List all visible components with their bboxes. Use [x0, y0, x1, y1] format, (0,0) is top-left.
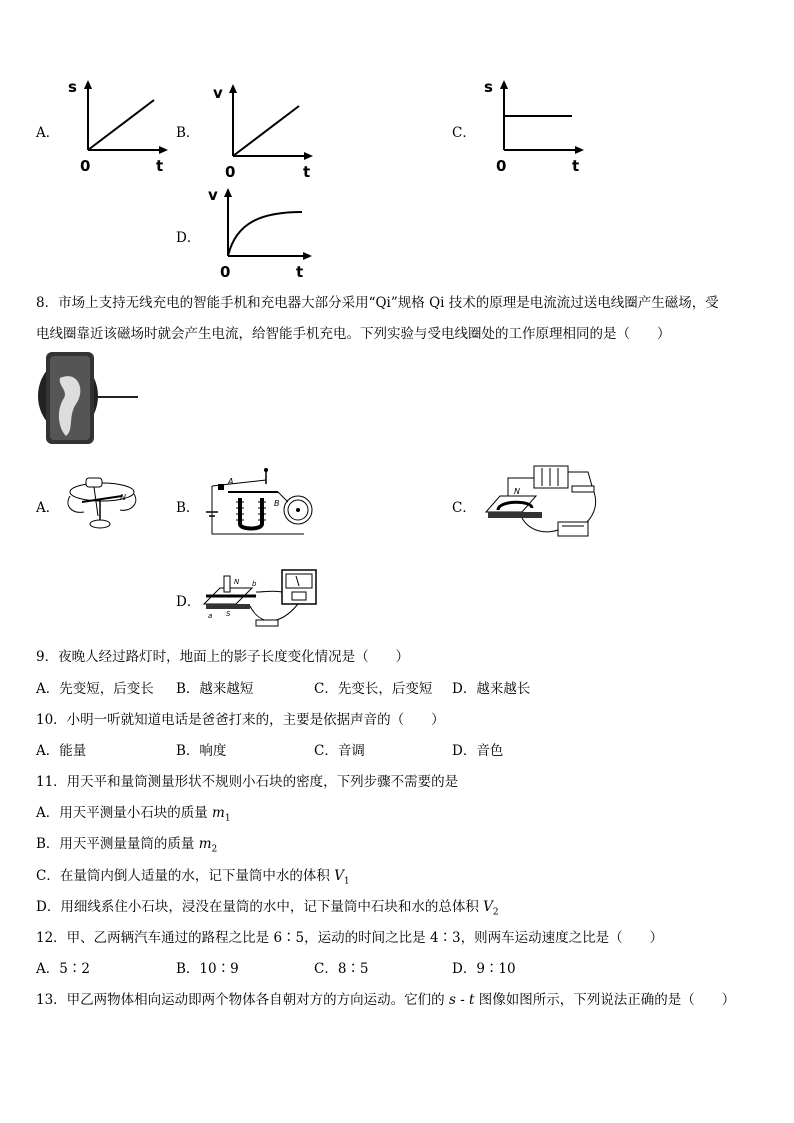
graph-d-y-label: v — [208, 186, 218, 204]
graph-c-y-label: s — [484, 78, 493, 96]
question-9-stem: 9．夜晚人经过路灯时，地面上的影子长度变化情况是（ ） — [36, 649, 410, 665]
figure-d-letter-n: N — [234, 578, 240, 586]
figure-b-electric-bell — [200, 466, 320, 538]
q11-option-a: A．用天平测量小石块的质量 $m_1$ — [36, 805, 231, 824]
figure-c-motor-experiment — [478, 462, 604, 544]
figure-d-induction-experiment — [200, 566, 324, 636]
q8-option-label-a: A． — [36, 500, 60, 516]
q10-option-a: A．能量 — [36, 743, 87, 759]
graph-c-origin: 0 — [496, 157, 507, 175]
graph-c-x-label: t — [572, 157, 580, 175]
q9-option-c: C．先变长，后变短 — [314, 681, 433, 697]
q8-option-label-d: D． — [176, 594, 201, 610]
q9-option-b: B．越来越短 — [176, 681, 254, 697]
graph-a-x-label: t — [156, 157, 164, 175]
graph-b — [207, 80, 317, 180]
graph-d — [202, 182, 317, 282]
option-label-a: A． — [36, 125, 60, 141]
graph-d-x-label: t — [296, 263, 304, 281]
graph-a — [62, 76, 172, 176]
graph-a-y-label: s — [68, 78, 77, 96]
figure-a-letter-n: N — [120, 493, 126, 502]
phone-charger-image — [38, 350, 142, 446]
q9-option-a: A．先变短，后变长 — [36, 681, 154, 697]
figure-a-oersted — [64, 470, 142, 536]
figure-c-letter-n: N — [514, 487, 520, 496]
q10-option-b: B．响度 — [176, 743, 227, 759]
graph-b-x-label: t — [303, 163, 311, 180]
figure-d-letter-b: b — [252, 580, 257, 588]
q10-option-c: C．音调 — [314, 743, 365, 759]
q8-option-label-c: C． — [452, 500, 476, 516]
graph-b-origin: 0 — [225, 163, 236, 180]
question-13-stem: 13．甲乙两物体相向运动即两个物体各自朝对方的方向运动。它们的 s - t 图像如图所示，下列说法正确的是（ ） — [36, 992, 736, 1008]
graph-b-y-label: v — [213, 84, 223, 102]
q12-option-c: C．8∶5 — [314, 961, 369, 977]
question-8-line-1: 8．市场上支持无线充电的智能手机和充电器大部分采用“Qi”规格 Qi 技术的原理是电流流过送电线圈产生磁场，受 — [36, 295, 719, 311]
q12-option-a: A．5∶2 — [36, 961, 90, 977]
graph-c — [478, 76, 588, 176]
q9-option-d: D．越来越长 — [452, 681, 531, 697]
figure-b-letter-b: B — [274, 499, 280, 508]
q11-option-c: C．在量筒内倒人适量的水，记下量筒中水的体积 $V_1$ — [36, 868, 350, 887]
figure-d-letter-s: S — [226, 610, 231, 618]
question-12-stem: 12．甲、乙两辆汽车通过的路程之比是 6∶5，运动的时间之比是 4∶3，则两车运动速度之比是（ ） — [36, 930, 664, 946]
option-label-c: C． — [452, 125, 476, 141]
q11-option-b: B．用天平测量量筒的质量 $m_2$ — [36, 836, 218, 855]
q10-option-d: D．音色 — [452, 743, 504, 759]
graph-a-origin: 0 — [80, 157, 91, 175]
figure-d-letter-a: a — [208, 612, 213, 620]
graph-d-origin: 0 — [220, 263, 231, 281]
option-label-d: D． — [176, 230, 201, 246]
q12-option-d: D．9∶10 — [452, 961, 516, 977]
q12-option-b: B．10∶9 — [176, 961, 239, 977]
question-11-stem: 11．用天平和量筒测量形状不规则小石块的密度，下列步骤不需要的是 — [36, 774, 459, 790]
question-10-stem: 10．小明一听就知道电话是爸爸打来的，主要是依据声音的（ ） — [36, 712, 445, 728]
question-8-line-2: 电线圈靠近该磁场时就会产生电流，给智能手机充电。下列实验与受电线圈处的工作原理相同的是（ ） — [36, 326, 671, 342]
q11-option-d: D．用细线系住小石块，浸没在量筒的水中，记下量筒中石块和水的总体积 $V_2$ — [36, 899, 499, 918]
figure-b-letter-a: A — [228, 477, 234, 486]
option-label-b: B． — [176, 125, 200, 141]
q8-option-label-b: B． — [176, 500, 200, 516]
